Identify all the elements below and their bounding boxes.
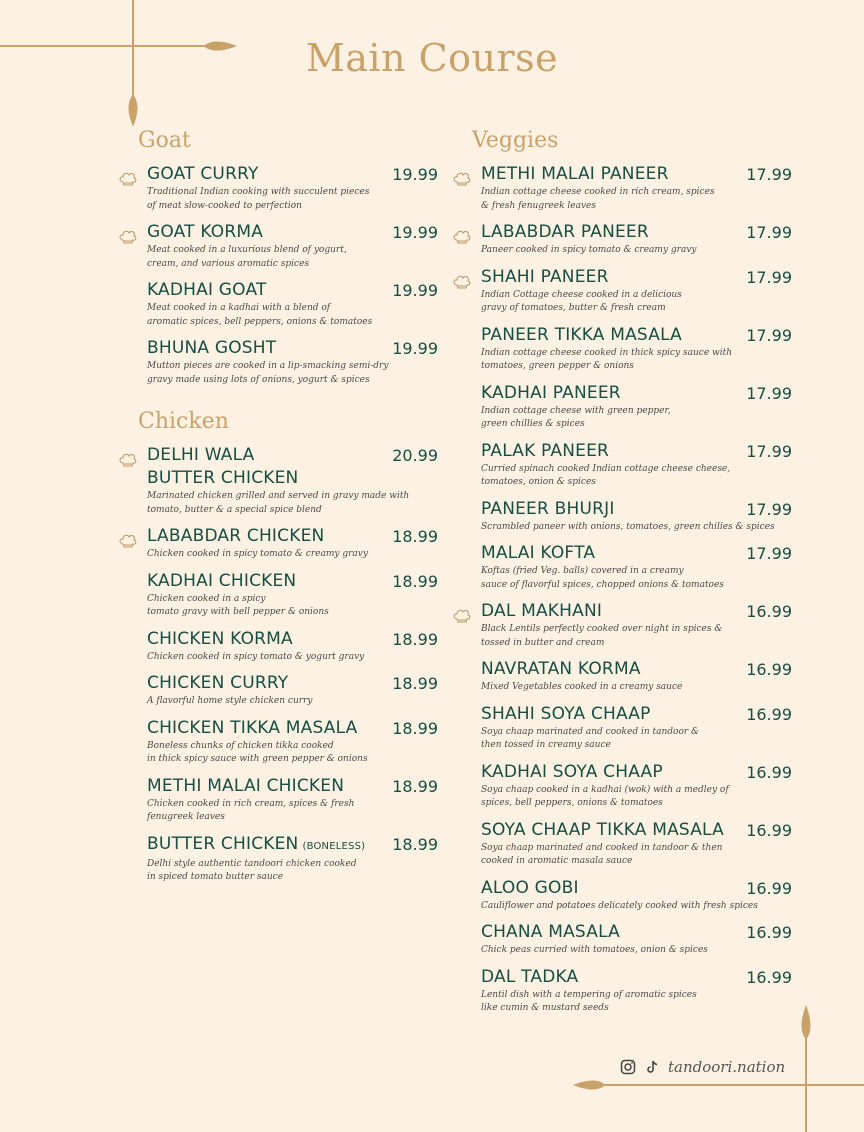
menu-item-name: CHANA MASALA bbox=[481, 922, 620, 942]
menu-item-name: GOAT CURRY bbox=[147, 164, 259, 184]
chef-hat-icon bbox=[118, 533, 138, 549]
menu-item-header bbox=[147, 337, 438, 360]
menu-item bbox=[138, 525, 438, 562]
menu-item-price: 18.99 bbox=[392, 527, 438, 546]
menu-item-description: Chick peas curried with tomatoes, onion & spices bbox=[481, 945, 708, 955]
menu-item-name: KADHAI CHICKEN bbox=[147, 570, 297, 591]
menu-item-price: 20.99 bbox=[392, 446, 438, 465]
menu-item-price: 18.99 bbox=[392, 834, 438, 854]
menu-item-description: Chicken cooked in spicy tomato & yogurt gravy bbox=[147, 651, 365, 662]
chef-hat-icon bbox=[118, 452, 138, 468]
instagram-icon[interactable] bbox=[620, 1059, 636, 1075]
menu-item-name: GOAT KORMA bbox=[147, 222, 264, 242]
menu-item-description: Scrambled paneer with onions, tomatoes, green chilies & spices bbox=[481, 521, 775, 532]
chef-hat-icon bbox=[118, 229, 138, 245]
menu-item-description: Mixed Vegetables cooked in a creamy sauce bbox=[481, 682, 683, 692]
menu-item bbox=[472, 163, 792, 213]
menu-item bbox=[472, 266, 792, 316]
menu-item-name: MALAI KOFTA bbox=[481, 543, 596, 563]
menu-item bbox=[472, 440, 792, 490]
menu-item-name: NAVRATAN KORMA bbox=[481, 659, 641, 679]
menu-item-price: 19.99 bbox=[392, 281, 438, 300]
menu-item-name: LABABDAR PANEER bbox=[481, 222, 649, 242]
menu-item bbox=[138, 672, 438, 709]
menu-item bbox=[472, 600, 792, 650]
menu-item-description: Black Lentils perfectly cooked over night in spices & tossed in butter and cream bbox=[481, 624, 723, 648]
menu-item-header bbox=[481, 382, 792, 405]
menu-item bbox=[138, 221, 438, 271]
menu-item-price: 16.99 bbox=[746, 704, 792, 724]
section-title-chicken: Chicken bbox=[138, 409, 229, 434]
menu-item-price: 19.99 bbox=[392, 339, 438, 358]
menu-item-header bbox=[481, 600, 792, 623]
menu-item-price: 17.99 bbox=[746, 499, 792, 519]
menu-item-description: Soya chaap marinated and cooked in tandoor & then cooked in aromatic masala sauce bbox=[481, 842, 723, 866]
menu-item-price: 17.99 bbox=[746, 223, 792, 242]
menu-item-note: (BONELESS) bbox=[302, 840, 366, 852]
footer-social bbox=[620, 1058, 785, 1076]
menu-item-price: 19.99 bbox=[392, 223, 438, 242]
menu-item-name: BHUNA GOSHT bbox=[147, 338, 277, 358]
menu-item-header bbox=[147, 279, 438, 302]
menu-item-name: CHICKEN CURRY bbox=[147, 673, 289, 693]
veggies-section bbox=[472, 128, 792, 1016]
menu-item bbox=[472, 382, 792, 432]
menu-item bbox=[472, 542, 792, 592]
menu-item-description: Lentil dish with a tempering of aromatic spices like cumin & mustard seeds bbox=[481, 989, 697, 1013]
menu-item-description: Meat cooked in a kadhai with a blend of aromatic spices, bell peppers, onions & tomatoes bbox=[147, 303, 373, 327]
menu-item-description: Delhi style authentic tandoori chicken cooked in spiced tomato butter sauce bbox=[147, 858, 357, 882]
menu-item-description: Chicken cooked in spicy tomato & creamy gravy bbox=[147, 549, 368, 559]
veggies-item-list bbox=[472, 163, 792, 1016]
menu-item bbox=[472, 921, 792, 958]
menu-item-description: Soya chaap marinated and cooked in tandoor & then tossed in creamy sauce bbox=[481, 726, 700, 750]
menu-item-header bbox=[147, 221, 438, 244]
menu-item-price: 16.99 bbox=[746, 820, 792, 840]
chef-hat-icon bbox=[452, 608, 472, 624]
menu-item-name: DAL TADKA bbox=[481, 966, 579, 987]
menu-item-price: 16.99 bbox=[746, 602, 792, 621]
menu-item-header bbox=[481, 498, 792, 521]
menu-item-header bbox=[481, 761, 792, 784]
tiktok-icon[interactable] bbox=[644, 1059, 660, 1075]
menu-item-description: A flavorful home style chicken curry bbox=[147, 696, 313, 706]
menu-item-header bbox=[147, 570, 438, 593]
menu-item-header bbox=[147, 672, 438, 695]
menu-item-name: PANEER BHURJI bbox=[481, 498, 615, 519]
menu-item bbox=[472, 761, 792, 811]
menu-item-name: SHAHI SOYA CHAAP bbox=[481, 703, 651, 724]
menu-item-price: 16.99 bbox=[746, 967, 792, 987]
section-title-veggies: Veggies bbox=[472, 128, 559, 153]
menu-item-header bbox=[481, 163, 792, 186]
menu-item bbox=[472, 877, 792, 914]
menu-item bbox=[138, 279, 438, 329]
menu-item bbox=[138, 163, 438, 213]
menu-item bbox=[138, 628, 438, 665]
menu-item-header bbox=[481, 324, 792, 347]
menu-item bbox=[138, 570, 438, 620]
menu-item bbox=[138, 833, 438, 885]
menu-item-price: 18.99 bbox=[392, 776, 438, 796]
menu-item-description: Indian Cottage cheese cooked in a delicious gravy of tomatoes, butter & fresh cream bbox=[481, 289, 682, 313]
menu-item-header bbox=[481, 440, 792, 463]
menu-item-name: CHICKEN KORMA bbox=[147, 628, 293, 649]
menu-item-name: KADHAI PANEER bbox=[481, 382, 621, 403]
menu-item-price: 16.99 bbox=[746, 762, 792, 782]
menu-item-name: BUTTER CHICKEN bbox=[147, 833, 299, 854]
menu-item-description: Indian cottage cheese with green pepper, green chillies & spices bbox=[481, 405, 671, 429]
menu-item-header bbox=[147, 628, 438, 651]
menu-item-name: METHI MALAI PANEER bbox=[481, 164, 669, 184]
chef-hat-icon bbox=[452, 274, 472, 290]
menu-item-description: Paneer cooked in spicy tomato & creamy gravy bbox=[481, 245, 697, 255]
menu-item bbox=[472, 658, 792, 695]
left-column bbox=[138, 128, 438, 893]
goat-item-list bbox=[138, 163, 438, 387]
menu-item-header bbox=[147, 717, 438, 740]
menu-item-description: Chicken cooked in rich cream, spices & fresh fenugreek leaves bbox=[147, 798, 355, 822]
menu-item bbox=[138, 444, 438, 517]
menu-item-name: CHICKEN TIKKA MASALA bbox=[147, 717, 358, 738]
menu-item-description: Mutton pieces are cooked in a lip-smacking semi-dry gravy made using lots of onions, yogurt & spices bbox=[147, 361, 389, 385]
menu-item-header bbox=[147, 163, 438, 186]
menu-item-price: 18.99 bbox=[392, 629, 438, 649]
right-column bbox=[472, 128, 792, 1024]
menu-item-price: 16.99 bbox=[746, 660, 792, 679]
menu-item bbox=[472, 966, 792, 1016]
menu-item-header bbox=[147, 833, 438, 858]
menu-item-description: Meat cooked in a luxurious blend of yogurt, cream, and various aromatic spices bbox=[147, 245, 347, 269]
chicken-section bbox=[138, 409, 438, 885]
menu-item-price: 16.99 bbox=[746, 923, 792, 942]
menu-item bbox=[472, 221, 792, 258]
menu-item-header bbox=[481, 542, 792, 565]
chef-hat-icon bbox=[452, 171, 472, 187]
goat-section bbox=[138, 128, 438, 387]
menu-item-price: 19.99 bbox=[392, 165, 438, 184]
social-handle[interactable]: tandoori.nation bbox=[668, 1058, 786, 1076]
menu-item-price: 18.99 bbox=[392, 718, 438, 738]
menu-item-price: 18.99 bbox=[392, 674, 438, 693]
menu-item-header bbox=[481, 966, 792, 989]
menu-item bbox=[472, 703, 792, 753]
menu-item-price: 17.99 bbox=[746, 267, 792, 287]
menu-item-price: 17.99 bbox=[746, 441, 792, 461]
menu-item-description: Soya chaap cooked in a kadhai (wok) with a medley of spices, bell peppers, onions & tomatoes bbox=[481, 784, 729, 808]
menu-item-header bbox=[147, 444, 438, 490]
menu-item-price: 18.99 bbox=[392, 571, 438, 591]
menu-item-description: Traditional Indian cooking with succulent pieces of meat slow-cooked to perfection bbox=[147, 187, 370, 211]
menu-item-description: Chicken cooked in a spicy tomato gravy with bell pepper & onions bbox=[147, 593, 329, 617]
menu-item-description: Indian cottage cheese cooked in rich cream, spices & fresh fenugreek leaves bbox=[481, 187, 715, 211]
menu-item-name: METHI MALAI CHICKEN bbox=[147, 775, 345, 796]
menu-item-header bbox=[481, 221, 792, 244]
menu-item-header bbox=[481, 877, 792, 900]
menu-item bbox=[138, 775, 438, 825]
section-title-goat: Goat bbox=[138, 128, 191, 153]
menu-item-description: Indian cottage cheese cooked in thick spicy sauce with tomatoes, green pepper & onions bbox=[481, 347, 733, 371]
menu-item-name: KADHAI SOYA CHAAP bbox=[481, 761, 663, 782]
chicken-item-list bbox=[138, 444, 438, 885]
menu-item bbox=[472, 498, 792, 535]
menu-item bbox=[472, 324, 792, 374]
chef-hat-icon bbox=[118, 171, 138, 187]
menu-item-description: Curried spinach cooked Indian cottage cheese cheese, tomatoes, onion & spices bbox=[481, 463, 731, 487]
menu-item-name: PALAK PANEER bbox=[481, 440, 610, 461]
menu-item-header bbox=[481, 921, 792, 944]
menu-item-name: LABABDAR CHICKEN bbox=[147, 526, 325, 546]
menu-item-name: SHAHI PANEER bbox=[481, 266, 609, 287]
menu-item-name: PANEER TIKKA MASALA bbox=[481, 324, 682, 345]
page-title: Main Course bbox=[305, 36, 559, 80]
menu-item-description: Koftas (fried Veg. balls) covered in a creamy sauce of flavorful spices, chopped onions & tomatoes bbox=[481, 566, 724, 590]
menu-item-header bbox=[481, 819, 792, 842]
menu-item-price: 17.99 bbox=[746, 165, 792, 184]
menu-item bbox=[138, 337, 438, 387]
menu-item-header bbox=[481, 703, 792, 726]
menu-item-header bbox=[481, 658, 792, 681]
menu-item bbox=[472, 819, 792, 869]
chef-hat-icon bbox=[452, 229, 472, 245]
menu-item-description: Marinated chicken grilled and served in gravy made with tomato, butter & a special spice blend bbox=[147, 491, 410, 515]
menu-item bbox=[138, 717, 438, 767]
menu-item-header bbox=[147, 525, 438, 548]
menu-item-description: Boneless chunks of chicken tikka cooked in thick spicy sauce with green pepper & onions bbox=[147, 740, 368, 764]
menu-item-header bbox=[481, 266, 792, 289]
menu-item-name: DELHI WALA BUTTER CHICKEN bbox=[147, 445, 299, 488]
menu-item-price: 16.99 bbox=[746, 878, 792, 898]
menu-item-name: KADHAI GOAT bbox=[147, 280, 267, 300]
menu-item-description: Cauliflower and potatoes delicately cooked with fresh spices bbox=[481, 900, 758, 911]
menu-item-price: 17.99 bbox=[746, 544, 792, 563]
menu-item-price: 17.99 bbox=[746, 383, 792, 403]
menu-item-name: SOYA CHAAP TIKKA MASALA bbox=[481, 819, 724, 840]
menu-item-header bbox=[147, 775, 438, 798]
menu-item-name: ALOO GOBI bbox=[481, 877, 579, 898]
menu-item-name: DAL MAKHANI bbox=[481, 601, 603, 621]
menu-item-price: 17.99 bbox=[746, 325, 792, 345]
